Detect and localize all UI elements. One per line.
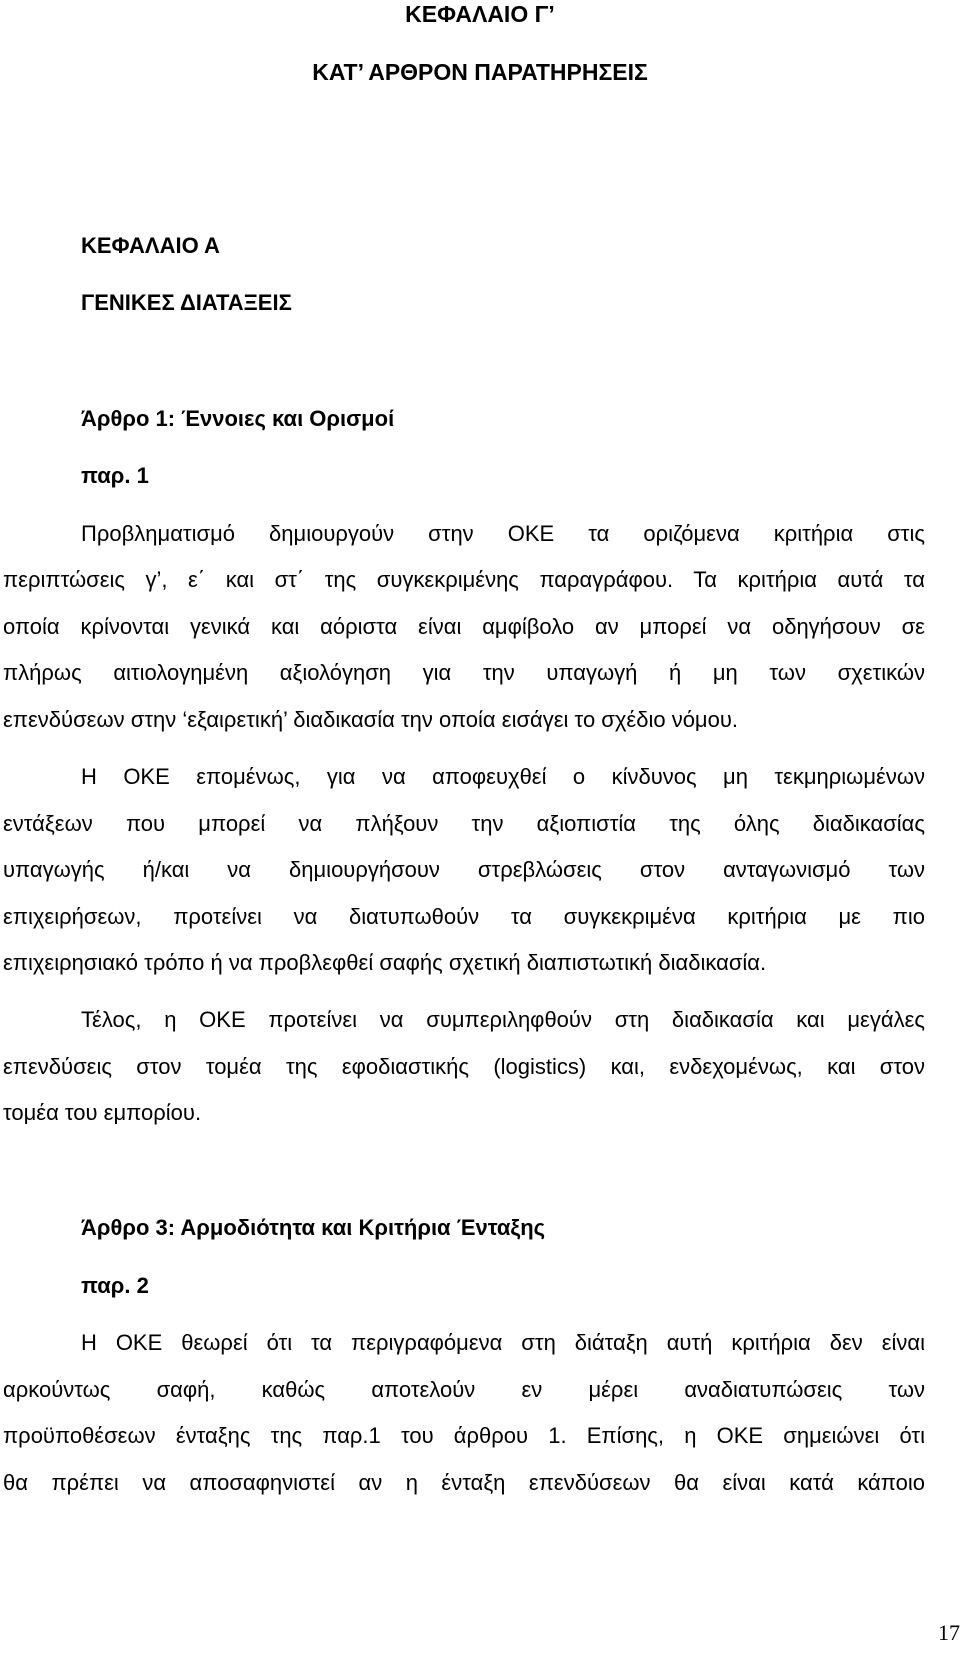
text-line: τομέα του εμπορίου. [3, 1100, 202, 1125]
text-line: αρκούντως σαφή, καθώς αποτελούν εν μέρει αναδιατυπώσεις των [3, 1377, 925, 1402]
chapter-heading: ΚΕΦΑΛΑΙΟ Γ’ [405, 1, 555, 27]
text-line: οποία κρίνονται γενικά και αόριστα είναι αμφίβολο αν μπορεί να οδηγήσουν σε [3, 614, 925, 639]
text-line: επιχειρήσεων, προτείνει να διατυπωθούν τα συγκεκριμένα κριτήρια με πιο [3, 904, 925, 929]
text-line: επενδύσεων στην ‘εξαιρετική’ διαδικασία την οποία εισάγει το σχέδιο νόμου. [3, 707, 738, 732]
article-1-title: Άρθρο 1: Έννοιες και Ορισμοί [81, 406, 395, 431]
text-line: Τέλος, η ΟΚΕ προτείνει να συμπεριληφθούν στη διαδικασία και μεγάλες [81, 1007, 925, 1032]
section-subheading: ΓΕΝΙΚΕΣ ΔΙΑΤΑΞΕΙΣ [81, 290, 292, 315]
text-line: Η ΟΚΕ επομένως, για να αποφευχθεί ο κίνδυνος μη τεκμηριωμένων [81, 764, 925, 789]
text-line: πλήρως αιτιολογημένη αξιολόγηση για την υπαγωγή ή μη των σχετικών [3, 660, 925, 685]
text-line: Προβληματισμό δημιουργούν στην ΟΚΕ τα οριζόμενα κριτήρια στις [81, 521, 925, 546]
text-line: υπαγωγής ή/και να δημιουργήσουν στρεβλώσεις στον ανταγωνισμό των [3, 857, 925, 882]
chapter-subheading: ΚΑΤ’ ΑΡΘΡΟΝ ΠΑΡΑΤΗΡΗΣΕΙΣ [312, 59, 648, 85]
text-line: προϋποθέσεων ένταξης της παρ.1 του άρθρου 1. Επίσης, η ΟΚΕ σημειώνει ότι [3, 1423, 925, 1448]
page-number: 17 [938, 1620, 960, 1645]
article-1-paragraph-label: παρ. 1 [81, 463, 149, 488]
article-3-title: Άρθρο 3: Αρμοδιότητα και Κριτήρια Ένταξης [81, 1215, 546, 1240]
article-3-paragraph-label: παρ. 2 [81, 1273, 149, 1298]
text-line: θα πρέπει να αποσαφηνιστεί αν η ένταξη επενδύσεων θα είναι κατά κάποιο [3, 1470, 925, 1495]
section-heading: ΚΕΦΑΛΑΙΟ Α [81, 233, 220, 258]
text-line: Η ΟΚΕ θεωρεί ότι τα περιγραφόμενα στη διάταξη αυτή κριτήρια δεν είναι [81, 1330, 925, 1355]
text-line: περιπτώσεις γ’, ε΄ και στ΄ της συγκεκριμένης παραγράφου. Τα κριτήρια αυτά τα [3, 567, 925, 592]
text-line: επιχειρησιακό τρόπο ή να προβλεφθεί σαφής σχετική διαπιστωτική διαδικασία. [3, 950, 767, 975]
text-line: εντάξεων που μπορεί να πλήξουν την αξιοπιστία της όλης διαδικασίας [3, 811, 925, 836]
text-line: επενδύσεις στον τομέα της εφοδιαστικής (logistics) και, ενδεχομένως, και στον [3, 1054, 925, 1079]
